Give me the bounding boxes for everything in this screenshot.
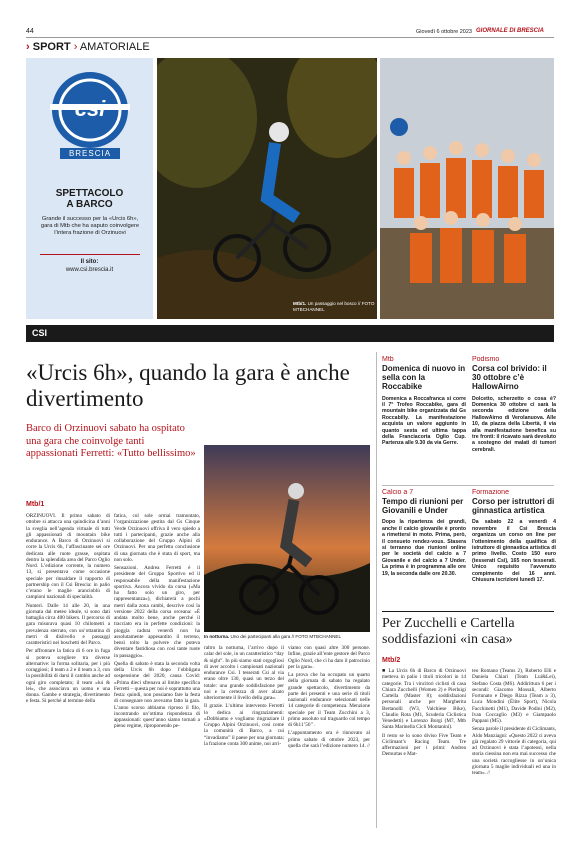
caption-credit: // FOTO MTBCHANNEL: [293, 301, 375, 312]
rider-forest-illustration: [157, 58, 377, 319]
second-headline: Per Zucchelli e Cartella soddisfazioni «in casa»: [382, 616, 515, 647]
brief-title: Corso per istruttori di ginnastica artistica: [472, 497, 555, 516]
promo-title: [26, 188, 153, 210]
main-col-2: [114, 513, 200, 828]
photo-mtb-forest: [157, 58, 377, 319]
section-header: [26, 41, 150, 53]
briefs-vertical-divider: [376, 352, 377, 828]
brief-text: Dolcetto, scherzetto o cosa è? Domenica 30 ottobre ci sarà la seconda edizione della HallowAirno di Verolanuova. Alle 10, da piazza della Libertà, il via alla manifestazione benefica su tre fronti: il ricavato sarà devoluto a sostegno dei malati di tumori cerebrali.: [472, 395, 556, 453]
brief-text: Dopo la ripartenza dei grandi, anche il calcio giovanile è pronto a rimettersi in moto. Prima, però, il consueto rendez-vous. Stasera si terranno due riunioni online per le società del calcio a 7 Giovanile e del calcio a 7 Under. La prima è in programma alle ore 19, la seconda dalle ore 20.30.: [382, 519, 466, 577]
main-col-1: [26, 513, 110, 828]
site-label: Il sito:: [80, 259, 99, 265]
brief-kicker: Podismo: [472, 356, 500, 363]
newspaper-name: GIORNALE DI BRESCIA: [476, 28, 545, 34]
second-top-divider: [382, 611, 554, 612]
section-arrow-icon: ›: [26, 41, 30, 53]
photo2-caption-credit: // FOTO MTBCHANNEL: [291, 634, 342, 639]
main-subhead: Barco di Orzinuovi sabato ha ospitato una gara che coinvolge tanti appassionati Ferretti: «Tutto bellissimo»: [26, 423, 196, 459]
header-date: Giovedì 6 ottobre 2023: [416, 29, 472, 35]
csi-band-label: CSI: [32, 328, 48, 338]
col2-p3: Quella di sabato è stata la seconda volta della Urcis 6h dopo l’obbligata sospensione del 2020, causa Covid: «Prima dieci sfrenava al limite specifica Ferretti – questa per noi è soprattutto una festa: quindi, non possiamo fare la festa di consegnare non avevamo fatto la gara. L’anno scorso abbiamo riproso il filo, incontrando un’ottima rispondenza di appassionati: quest’anno siamo tornati a pieno regime, riproponendo pe-: [114, 660, 200, 730]
main-kicker: Mtb/1: [26, 501, 45, 508]
col4-p2: La prova che ha occupato un quarto della giornata di sabato ha regalato grande spettacolo, divertimento da parte dei presenti e una serie di titoli nazionali endurance selezionati nelle 14 categorie di competenza. Menzione speciale per il Team Zucchini a 3, primo assoluto sul traguardo col tempo di 6h11’56’’.: [288, 672, 370, 728]
brief-calcio: [382, 489, 466, 604]
section-name: SPORT: [32, 41, 71, 53]
col1-p2: Numeri. Dalle 14 alle 20, in una giornata dal meteo ideale, si sono dati battaglia circa 400 bikers. Il percorso di gara misurava quasi 10 chilometri a prevalenza sterrato, con un’ottantina di metri di dislivello e passaggi caratteristici nei boschetti del Parco.: [26, 602, 110, 646]
logo-letters: csi: [74, 96, 106, 121]
second-col2-p1: teo Romano (Teams 2), Roberto Elli e Daniela Chiari (Team Lui&Lei), Stefano Costa (M6). Addirittura 6 per i secondi: Giacomo Mossali, Alberto Fortunato e Diego Rizza (Team a 3), Luca Mondini (Élite Sport), Nicola Facchinetti (M1), Davide Podini (M2), Ivan Coccaglio (M3) e Giampaolo Pappani (M5).: [472, 668, 556, 724]
main-headline: «Urcis 6h», quando la gara è anche divertimento: [26, 360, 350, 411]
brief-text: Da sabato 22 a venerdì 4 novembre il Csi Brescia organizza un corso on line per l’ottenimento della qualifica di istruttore di ginnastica artistica di primo livello. Costo 150 euro (tesserati Csi), 165 non tesserati. Unico requisito l’avvenuto compimento dei 16 anni. Chiusura iscrizioni lunedì 17.: [472, 519, 556, 584]
logo-city: BRESCIA: [68, 149, 112, 158]
promo-title-line-1: SPETTACOLO: [55, 188, 124, 199]
main-col-3: [204, 645, 284, 828]
promo-text: Grande il successo per la «Urcis 6h», gara di Mtb che ha saputo coinvolgere l’intera frazione di Orzinuovi: [40, 216, 140, 236]
brief-formazione: [472, 489, 556, 604]
brief-title: Corsa col brivido: il 30 ottobre c’è HallowAirno: [472, 364, 547, 392]
col2-p2: Sensazioni. Andrea Ferretti è il presidente del Gruppo Sportivo ed il responsabile della manifestazione sportiva. Ancora vivido da corsa («Ma ho fatto solo un giro, per rappresentanza»), dichiarerà a pochi metri dalla zona cambi, descrive così la versione 2022 della corsa orceana: «È andata molto bene, anche perché il tracciato era in perfette condizioni: la pioggia caduta venerdì non ha assolutamente appesantito il terreno, bensì tolto la polvere che poteva diventare fastidiosa con così tante ruote in passaggio».: [114, 565, 200, 659]
promo-panel: [26, 58, 153, 319]
promo-title-line-2: A BARCO: [66, 199, 113, 210]
briefs-horizontal-divider: [382, 485, 554, 486]
subsection-name: AMATORIALE: [79, 41, 150, 53]
night-rider-illustration: [204, 445, 370, 632]
col3-p1: raltro la notturna, l’arrivo dopo il calar del sole, in un caratteristico “day & night”. In più siamo stati orgogliosi di aver accolto i campionati nazionali endurance Csi. I tesserati Csi al via erano oltre 130, quasi un terzo del totale: una grande soddisfazione per noi e la certezza di aver alzato ulteriormente il livello della gara».: [204, 645, 284, 701]
promo-divider: [40, 254, 140, 255]
col3-p2: Il grazie. L’ultimo intervento Ferretti lo dedica ai ringraziamenti: «Dobbiamo e vogliamo ringraziare il Gruppo Alpini Orzinuovi, così come la comunità di Barco, a cui “invadiamo” il paese per una giornata; la frazione conta 300 anime, noi arri-: [204, 703, 284, 747]
section-arrow-icon: ›: [73, 41, 78, 53]
col1-p1: ORZINUOVI. Il primo sabato di ottobre si attacca una quindicina d’anni la sveglia nell’agenda virtuale di tutti gli appassionati di mountain bike endurance. A Barco di Orzinuovi si corre la Urcis 6h, l’affascinante sei ore dedicata alle ruote grasse, ospitata dentro la splendida area del Parco Oglio Nord. L’edizione corrente, la numero 13, si presentava come occasione speciale per rinsaldare il rapporto di partnership con il Csi Brescia: in palio c’erano le maglie arancioblù di campioni nazionali di specialità.: [26, 513, 110, 601]
brief-text: Domenica a Roccafranca si corre il 7° Trofeo Roccabike, gara di mountain bike organizzata dal Gs Roccabilly. La manifestazione acquista un valore aggiunto in quanto sesta ed ultima tappa della Franciacorta Oglio Cup. Partenza alle 9.30 da via Gerre.: [382, 395, 466, 447]
caption-label: Mtb/1.: [293, 301, 307, 306]
brief-kicker: Calcio a 7: [382, 489, 414, 496]
brief-mtb: [382, 356, 466, 506]
podium-illustration: [380, 58, 554, 319]
col4-p1: viamo con quasi altre 300 persone. Infine, grazie all’ente gestore del Parco Oglio Nord, che ci ha dato il patrocinio per la gara».: [288, 645, 370, 670]
second-col1-p2: Il resto se lo sono diviso Five Team e Ciclimant’s Racing Team. Tre affermazioni per i primi: Andrea Demurtas e Mat-: [382, 732, 466, 758]
second-col1-p1: ■ La Urcis 6h di Barco di Orzinuovi metteva in palio i titoli tricolori in 14 categorie. Tra i vincitori ciclisti di casa Chiara Zucchelli (Women 2) e Pierluigi Cartella (Master 8); soddisfazioni personali anche per Margherita Bertanolli (W3, Valchiese Bike), Claudio Rota (M1, Scuderia Ciclistica Venedetti) e Lorenzo Borgi (M7, Mtb Santa Marinella Cicli Montanini).: [382, 668, 466, 731]
second-col-2: [472, 668, 556, 828]
main-col-4: [288, 645, 370, 828]
photo2-caption-text: Uno dei partecipanti alla gara: [230, 634, 291, 639]
brief-title: Domenica di nuovo in sella con la Roccabike: [382, 364, 466, 392]
second-col2-p2: Senza parole il presidente di Ciclimants, Aldo Manziagni: «Questo 2022 ci aveva già regalato 29 vittorie di categoria, qui ad Orzinuovi è stata l’apoteosi, nella storia ciessina non era mai successo che una società raccogliesse in un’unica giornata 5 maglie individuali ed una in team». //: [472, 726, 556, 776]
photo2-caption: [204, 634, 370, 640]
header-divider: [26, 37, 554, 38]
second-kicker: Mtb/2: [382, 657, 401, 664]
photo-night-rider: [204, 445, 370, 632]
photo-podium-group: [380, 58, 554, 319]
brief-kicker: Formazione: [472, 489, 509, 496]
col2-p1: fatica, col sole ormai tramontato, l’organizzazione gestita dal Gs Cinque Verde Orzinuovi offriva il vero spiedo a tutti i partecipanti, grazie anche alla collaborazione del Gruppo Alpini di Orzinuovi. Per una perfetta conclusione di una giornata che è stata di sport, ma non solo.: [114, 513, 200, 563]
photo-caption: [293, 301, 375, 312]
site-link[interactable]: www.csi.brescia.it: [65, 267, 114, 273]
csi-band: [26, 325, 554, 342]
col4-p3: L’appuntamento ora è rinnovato al primo sabato di ottobre 2023, per quella che sarà l’edizione numero 14. //: [288, 730, 370, 749]
brief-podismo: [472, 356, 556, 506]
page-number: 44: [26, 28, 34, 35]
second-col-1: [382, 668, 466, 828]
caption-text: Un passaggio nel bosco: [307, 301, 357, 306]
photo2-caption-label: In notturna.: [204, 634, 230, 639]
col1-p3: Per affrontare la fatica di 6 ore in fuga si poteva scegliere tra diverse alternative: la forma solitaria, per i più coraggiosi; il team a 2 e il team a 3, con la possibilità di darsi il cambio anche ad ogni giro completato; il team «lui & lei», che associava un uomo e una donna. Gambe e strategia, divertimento e festa. Si perché al termine della: [26, 648, 110, 705]
brief-kicker: Mtb: [382, 356, 394, 363]
brief-title: Tempo di riunioni per Giovanili e Under: [382, 497, 464, 516]
